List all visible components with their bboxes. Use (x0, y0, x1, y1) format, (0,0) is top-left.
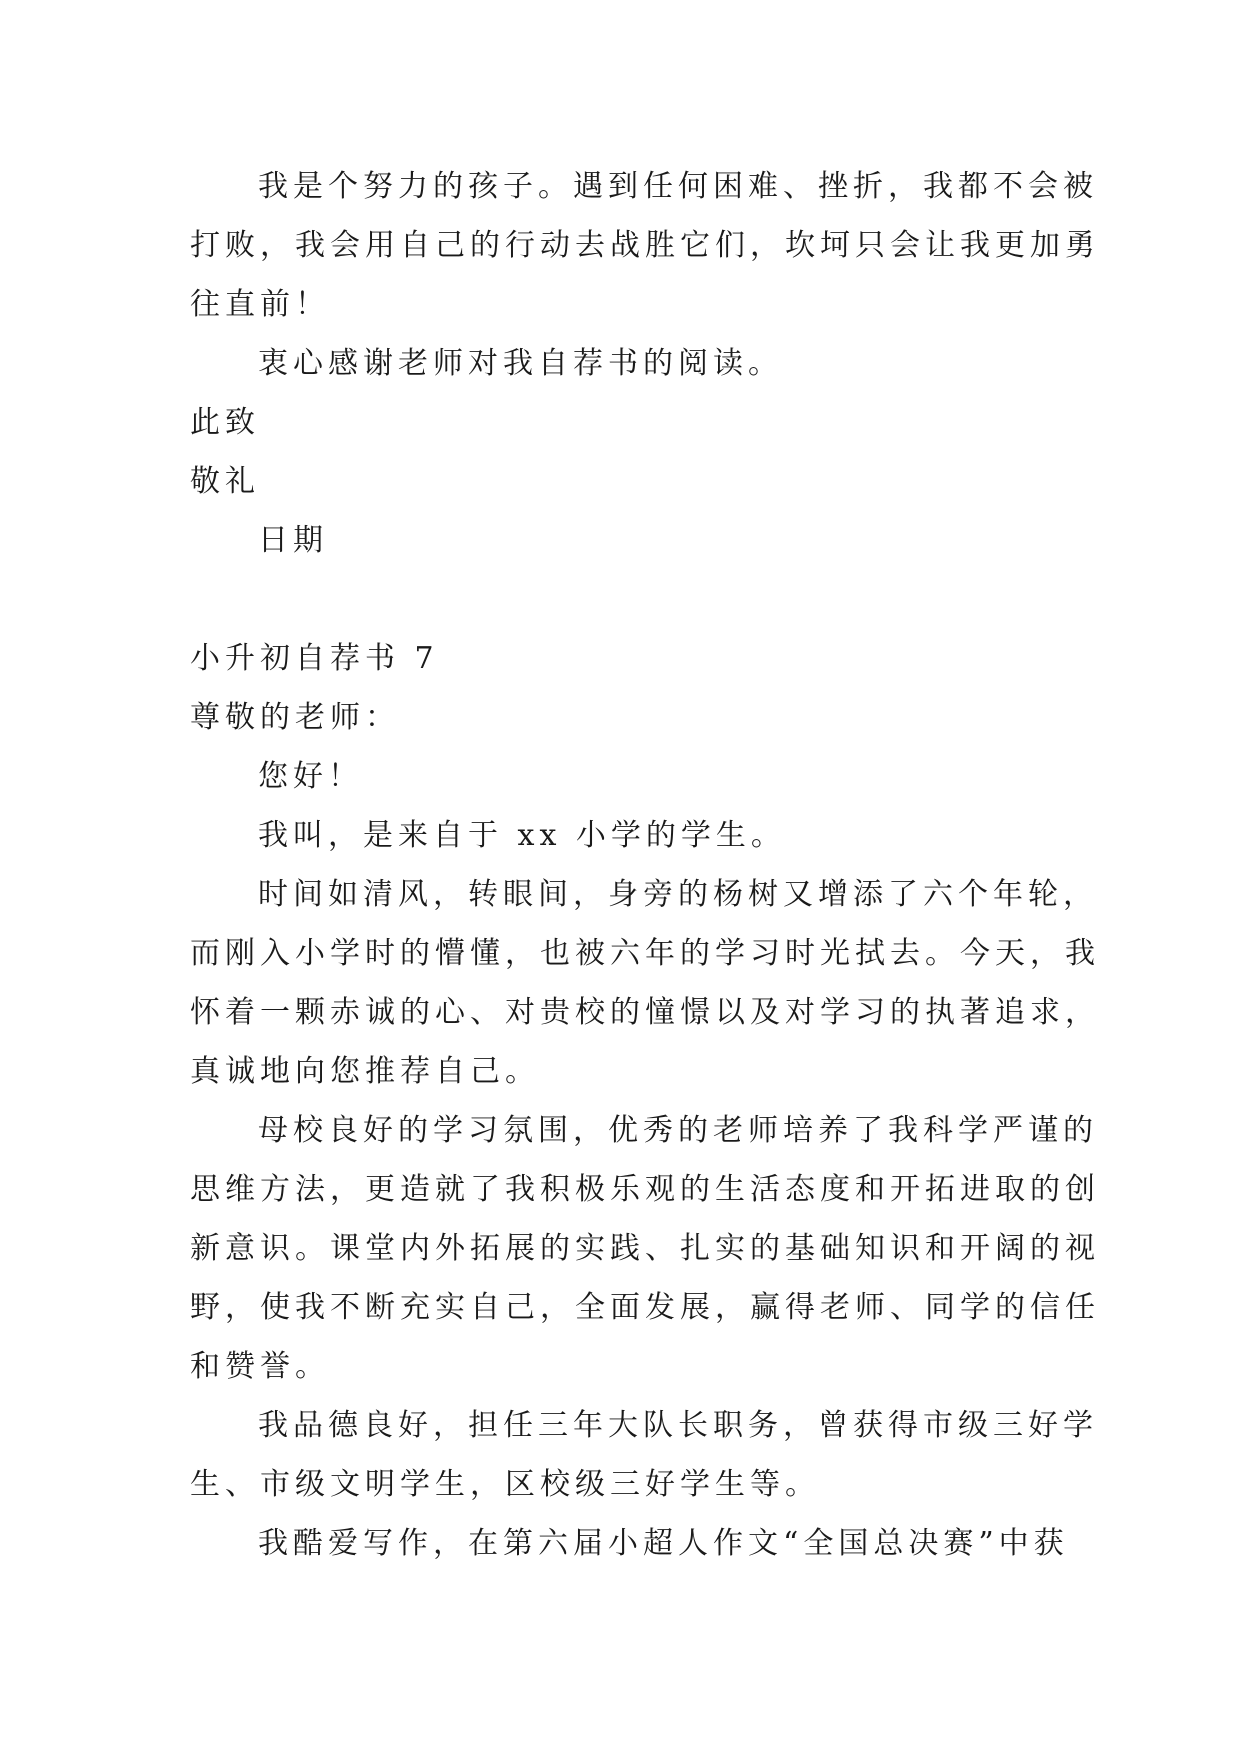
paragraph-line: 我品德良好，担任三年大队长职务，曾获得市级三好学 (258, 1408, 1098, 1443)
greeting-line: 尊敬的老师： (190, 700, 400, 735)
paragraph-line: 新意识。课堂内外拓展的实践、扎实的基础知识和开阔的视 (190, 1231, 1100, 1266)
paragraph-line: 野，使我不断充实自己，全面发展，赢得老师、同学的信任 (190, 1290, 1100, 1325)
date-line: 日期 (258, 523, 328, 558)
paragraph-line: 我酷爱写作，在第六届小超人作文“全国总决赛”中获 (258, 1526, 1069, 1561)
paragraph-line: 您好！ (258, 759, 363, 794)
salutation-line: 敬礼 (190, 464, 260, 499)
paragraph-line: 衷心感谢老师对我自荐书的阅读。 (258, 346, 783, 381)
paragraph-line: 时间如清风，转眼间，身旁的杨树又增添了六个年轮， (258, 877, 1098, 912)
paragraph-line: 我叫，是来自于 xx 小学的学生。 (258, 818, 786, 853)
paragraph-line: 打败，我会用自己的行动去战胜它们，坎坷只会让我更加勇 (190, 228, 1100, 263)
paragraph-line: 生、市级文明学生，区校级三好学生等。 (190, 1467, 820, 1502)
paragraph-line: 真诚地向您推荐自己。 (190, 1054, 540, 1089)
paragraph-line: 思维方法，更造就了我积极乐观的生活态度和开拓进取的创 (190, 1172, 1100, 1207)
paragraph-line: 怀着一颗赤诚的心、对贵校的憧憬以及对学习的执著追求， (190, 995, 1100, 1030)
paragraph-line: 而刚入小学时的懵懂，也被六年的学习时光拭去。今天，我 (190, 936, 1100, 971)
paragraph-line: 和赞誉。 (190, 1349, 330, 1384)
paragraph-line: 往直前！ (190, 287, 330, 322)
section-title: 小升初自荐书 7 (190, 641, 439, 676)
closing-line: 此致 (190, 405, 260, 440)
paragraph-line: 我是个努力的孩子。遇到任何困难、挫折，我都不会被 (258, 169, 1098, 204)
paragraph-line: 母校良好的学习氛围，优秀的老师培养了我科学严谨的 (258, 1113, 1098, 1148)
